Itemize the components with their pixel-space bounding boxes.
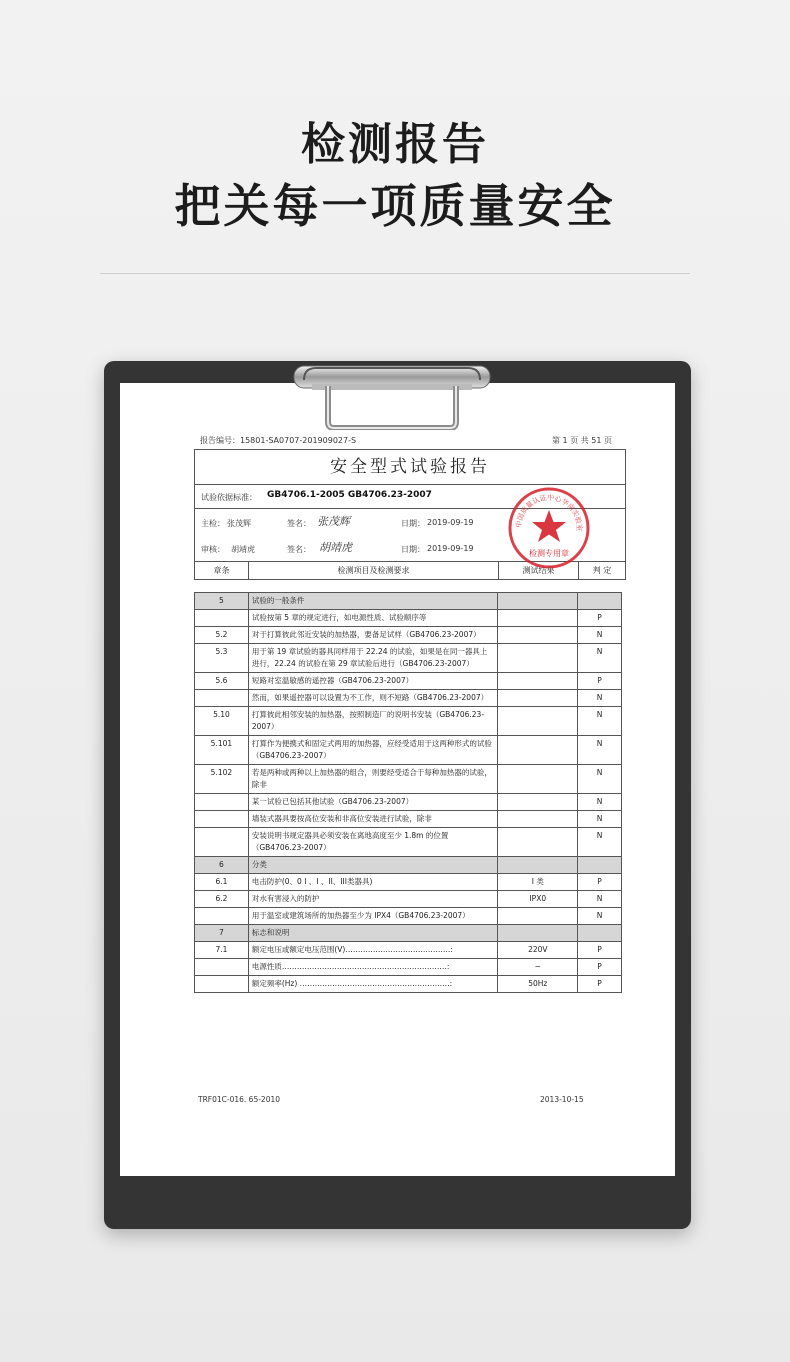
clause-cell: 7 — [195, 925, 249, 942]
col-result: 测试结果 — [499, 562, 579, 579]
verdict-cell — [578, 593, 622, 610]
result-cell — [498, 707, 578, 736]
clause-cell: 6.2 — [195, 891, 249, 908]
verdict-cell: P — [578, 976, 622, 993]
result-cell: I 类 — [498, 874, 578, 891]
result-cell — [498, 673, 578, 690]
item-cell: 短路对室温敏感的遥控器（GB4706.23-2007） — [248, 673, 498, 690]
item-cell: 对水有害浸入的防护 — [248, 891, 498, 908]
item-cell: 用于第 19 章试验的器具同样用于 22.24 的试验，如果是在同一器具上进行，22.24 的试验在第 29 章试验后进行（GB4706.23-2007） — [248, 644, 498, 673]
verdict-cell: N — [578, 828, 622, 857]
inspector-label: 主检： — [201, 519, 225, 528]
verdict-cell: N — [578, 690, 622, 707]
clause-cell — [195, 794, 249, 811]
item-cell: 电源性质…………………………………………………………: — [248, 959, 498, 976]
reviewer-sign-label: 签名： — [287, 545, 311, 554]
inspector-signature: 张茂辉 — [317, 515, 350, 528]
item-cell: 额定频率(Hz) ……………………………………………………: — [248, 976, 498, 993]
result-cell — [498, 690, 578, 707]
clause-cell: 6.1 — [195, 874, 249, 891]
verdict-cell: N — [578, 765, 622, 794]
result-cell — [498, 593, 578, 610]
clause-cell: 7.1 — [195, 942, 249, 959]
col-clause: 章条 — [195, 562, 249, 579]
result-cell — [498, 908, 578, 925]
item-cell: 试验按第 5 章的规定进行，如电源性质、试验顺序等 — [248, 610, 498, 627]
report-number: 报告编号：15801-SA0707-201909027-S — [200, 436, 357, 445]
table-row — [195, 891, 622, 908]
clause-cell: 5.6 — [195, 673, 249, 690]
clause-cell: 5.101 — [195, 736, 249, 765]
heading-line1: 检测报告 — [301, 119, 489, 170]
result-cell — [498, 765, 578, 794]
table-row — [195, 610, 622, 627]
table-row — [195, 765, 622, 794]
clause-cell: 5.2 — [195, 627, 249, 644]
footer-form-number: TRF01C-016. 65-2010 — [198, 1095, 281, 1104]
verdict-cell: P — [578, 959, 622, 976]
item-cell: 打算彼此相邻安装的加热器，按照制造厂的说明书安装（GB4706.23-2007） — [248, 707, 498, 736]
item-cell: 分类 — [248, 857, 498, 874]
table-row — [195, 707, 622, 736]
test-table — [194, 592, 622, 993]
result-cell: IPX0 — [498, 891, 578, 908]
verdict-cell: P — [578, 673, 622, 690]
result-cell: ~ — [498, 959, 578, 976]
table-row — [195, 942, 622, 959]
verdict-cell: N — [578, 891, 622, 908]
table-row — [195, 736, 622, 765]
divider — [100, 273, 690, 274]
standard-label: 试验依据标准： — [201, 493, 257, 502]
table-row — [195, 627, 622, 644]
result-cell — [498, 627, 578, 644]
table-row — [195, 874, 622, 891]
standard-value: GB4706.1-2005 GB4706.23-2007 — [267, 490, 432, 500]
table-row — [195, 908, 622, 925]
stamp-text: 检测专用章 — [529, 549, 569, 558]
table-row — [195, 959, 622, 976]
clause-cell: 5.3 — [195, 644, 249, 673]
verdict-cell: P — [578, 942, 622, 959]
col-verdict: 判 定 — [592, 566, 612, 575]
table-row — [195, 794, 622, 811]
reviewer-name: 胡靖虎 — [231, 545, 255, 554]
clause-cell — [195, 811, 249, 828]
date-2: 2019-09-19 — [427, 544, 474, 553]
clause-cell: 6 — [195, 857, 249, 874]
item-cell: 打算作为便携式和固定式两用的加热器，应经受适用于这两种形式的试验（GB4706.23-2007） — [248, 736, 498, 765]
reviewer-signature: 胡靖虎 — [319, 541, 352, 554]
stamp-ring-text: 中国质量认证中心华南实验室 — [514, 493, 584, 532]
clause-cell: 5.10 — [195, 707, 249, 736]
item-cell: 标志和说明 — [248, 925, 498, 942]
item-cell: 然而，如果遥控器可以设置为不工作，则不短路（GB4706.23-2007） — [248, 690, 498, 707]
table-row — [195, 976, 622, 993]
verdict-cell: P — [578, 874, 622, 891]
official-stamp-icon — [507, 486, 591, 570]
item-cell: 试验的一般条件 — [248, 593, 498, 610]
item-cell: 若是两种或两种以上加热器的组合，则要经受适合于每种加热器的试验，除非 — [248, 765, 498, 794]
verdict-cell: N — [578, 794, 622, 811]
result-cell — [498, 644, 578, 673]
verdict-cell: N — [578, 627, 622, 644]
clause-cell — [195, 610, 249, 627]
verdict-cell — [578, 857, 622, 874]
verdict-cell: N — [578, 811, 622, 828]
col-item: 检测项目及检测要求 — [249, 562, 499, 579]
date-label-2: 日期： — [401, 545, 425, 554]
item-cell: 某一试验已包括其他试验（GB4706.23-2007） — [248, 794, 498, 811]
table-row — [195, 673, 622, 690]
verdict-cell: P — [578, 610, 622, 627]
clause-cell — [195, 690, 249, 707]
report-title: 安全型式试验报告 — [194, 449, 626, 485]
result-cell — [498, 857, 578, 874]
reviewer-label: 审核： — [201, 545, 225, 554]
page-indicator: 第 1 页 共 51 页 — [552, 436, 612, 445]
result-cell — [498, 811, 578, 828]
result-cell — [498, 925, 578, 942]
section-row — [195, 593, 622, 610]
result-cell — [498, 736, 578, 765]
item-cell: 额定电压或额定电压范围(V)……………………………………: — [248, 942, 498, 959]
result-cell — [498, 610, 578, 627]
inspector-sign-label: 签名： — [287, 519, 311, 528]
item-cell: 墙装式器具要按高位安装和非高位安装进行试验，除非 — [248, 811, 498, 828]
clause-cell — [195, 828, 249, 857]
verdict-cell: N — [578, 644, 622, 673]
result-cell — [498, 828, 578, 857]
item-cell: 电击防护(0、0 I 、I 、II、III类器具) — [248, 874, 498, 891]
result-cell — [498, 794, 578, 811]
inspector-name: 张茂辉 — [227, 519, 251, 528]
result-cell: 220V — [498, 942, 578, 959]
footer-date: 2013-10-15 — [540, 1095, 584, 1104]
clause-cell — [195, 959, 249, 976]
clause-cell: 5.102 — [195, 765, 249, 794]
verdict-cell: N — [578, 736, 622, 765]
table-row — [195, 811, 622, 828]
verdict-cell: N — [578, 908, 622, 925]
heading-line2: 把关每一项质量安全 — [174, 179, 616, 233]
clause-cell — [195, 976, 249, 993]
verdict-cell: N — [578, 707, 622, 736]
table-row — [195, 690, 622, 707]
clipboard-clip-icon — [292, 360, 492, 430]
section-row — [195, 857, 622, 874]
item-cell: 对于打算彼此邻近安装的加热器，要备足试样（GB4706.23-2007） — [248, 627, 498, 644]
table-row — [195, 828, 622, 857]
table-row — [195, 644, 622, 673]
clause-cell: 5 — [195, 593, 249, 610]
section-row — [195, 925, 622, 942]
item-cell: 用于温室或建筑场所的加热器至少为 IPX4（GB4706.23-2007） — [248, 908, 498, 925]
date-1: 2019-09-19 — [427, 518, 474, 527]
clause-cell — [195, 908, 249, 925]
date-label-1: 日期： — [401, 519, 425, 528]
verdict-cell — [578, 925, 622, 942]
item-cell: 安装说明书规定器具必须安装在离地高度至少 1.8m 的位置（GB4706.23-2007） — [248, 828, 498, 857]
result-cell: 50Hz — [498, 976, 578, 993]
